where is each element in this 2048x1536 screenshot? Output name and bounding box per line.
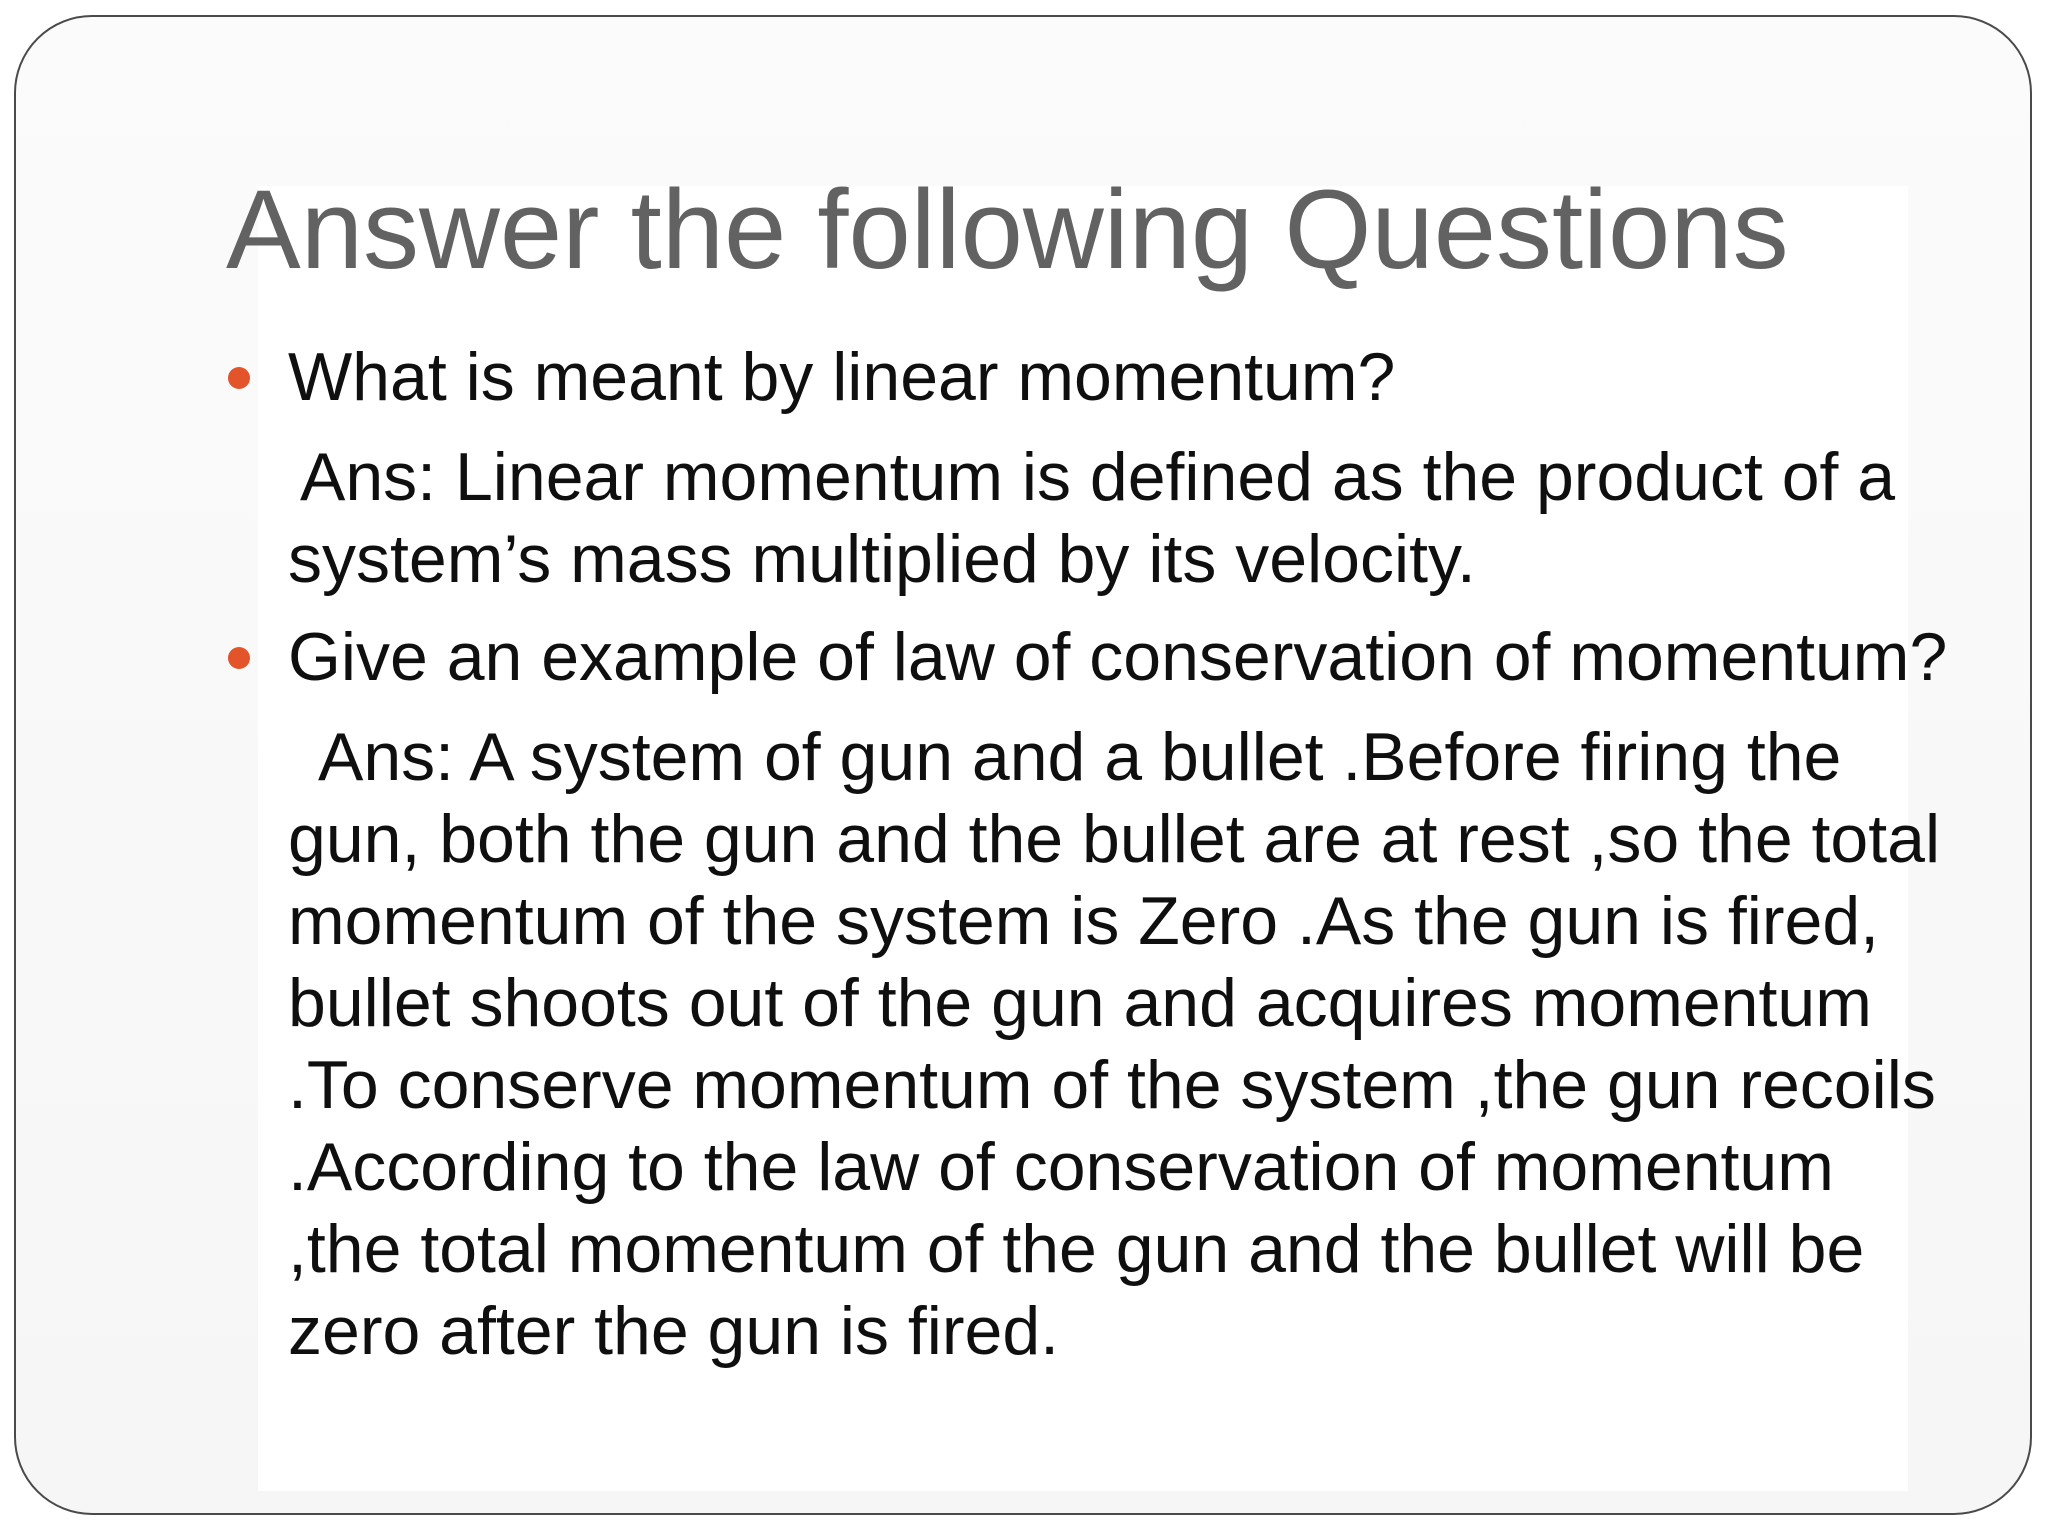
answer-item (228, 436, 1948, 600)
answer-text: Ans: Linear momentum is defined as the product of a system’s mass multiplied by its velocity. (288, 439, 1896, 597)
answer-item (228, 716, 1948, 1372)
slide-title: Answer the following Questions (226, 167, 1789, 292)
answer-text: Ans: A system of gun and a bullet .Before firing the gun, both the gun and the bullet are at rest ,so the total momentum of the system is Zero .As the gun is fired, bullet shoots out of the gun and acquires momentum .To conserve momentum of the system ,the gun recoils .According to the law of conservation of momentum ,the total momentum of the gun and the bullet will be zero after the gun is fired. (288, 719, 1941, 1369)
bullet-dot-icon (228, 367, 250, 389)
bullet-dot-icon (228, 647, 250, 669)
question-text: What is meant by linear momentum? (288, 339, 1396, 415)
slide-body (228, 336, 1948, 1372)
question-item (228, 336, 1948, 418)
question-text: Give an example of law of conservation of momentum? (288, 619, 1948, 695)
question-item (228, 616, 1948, 698)
